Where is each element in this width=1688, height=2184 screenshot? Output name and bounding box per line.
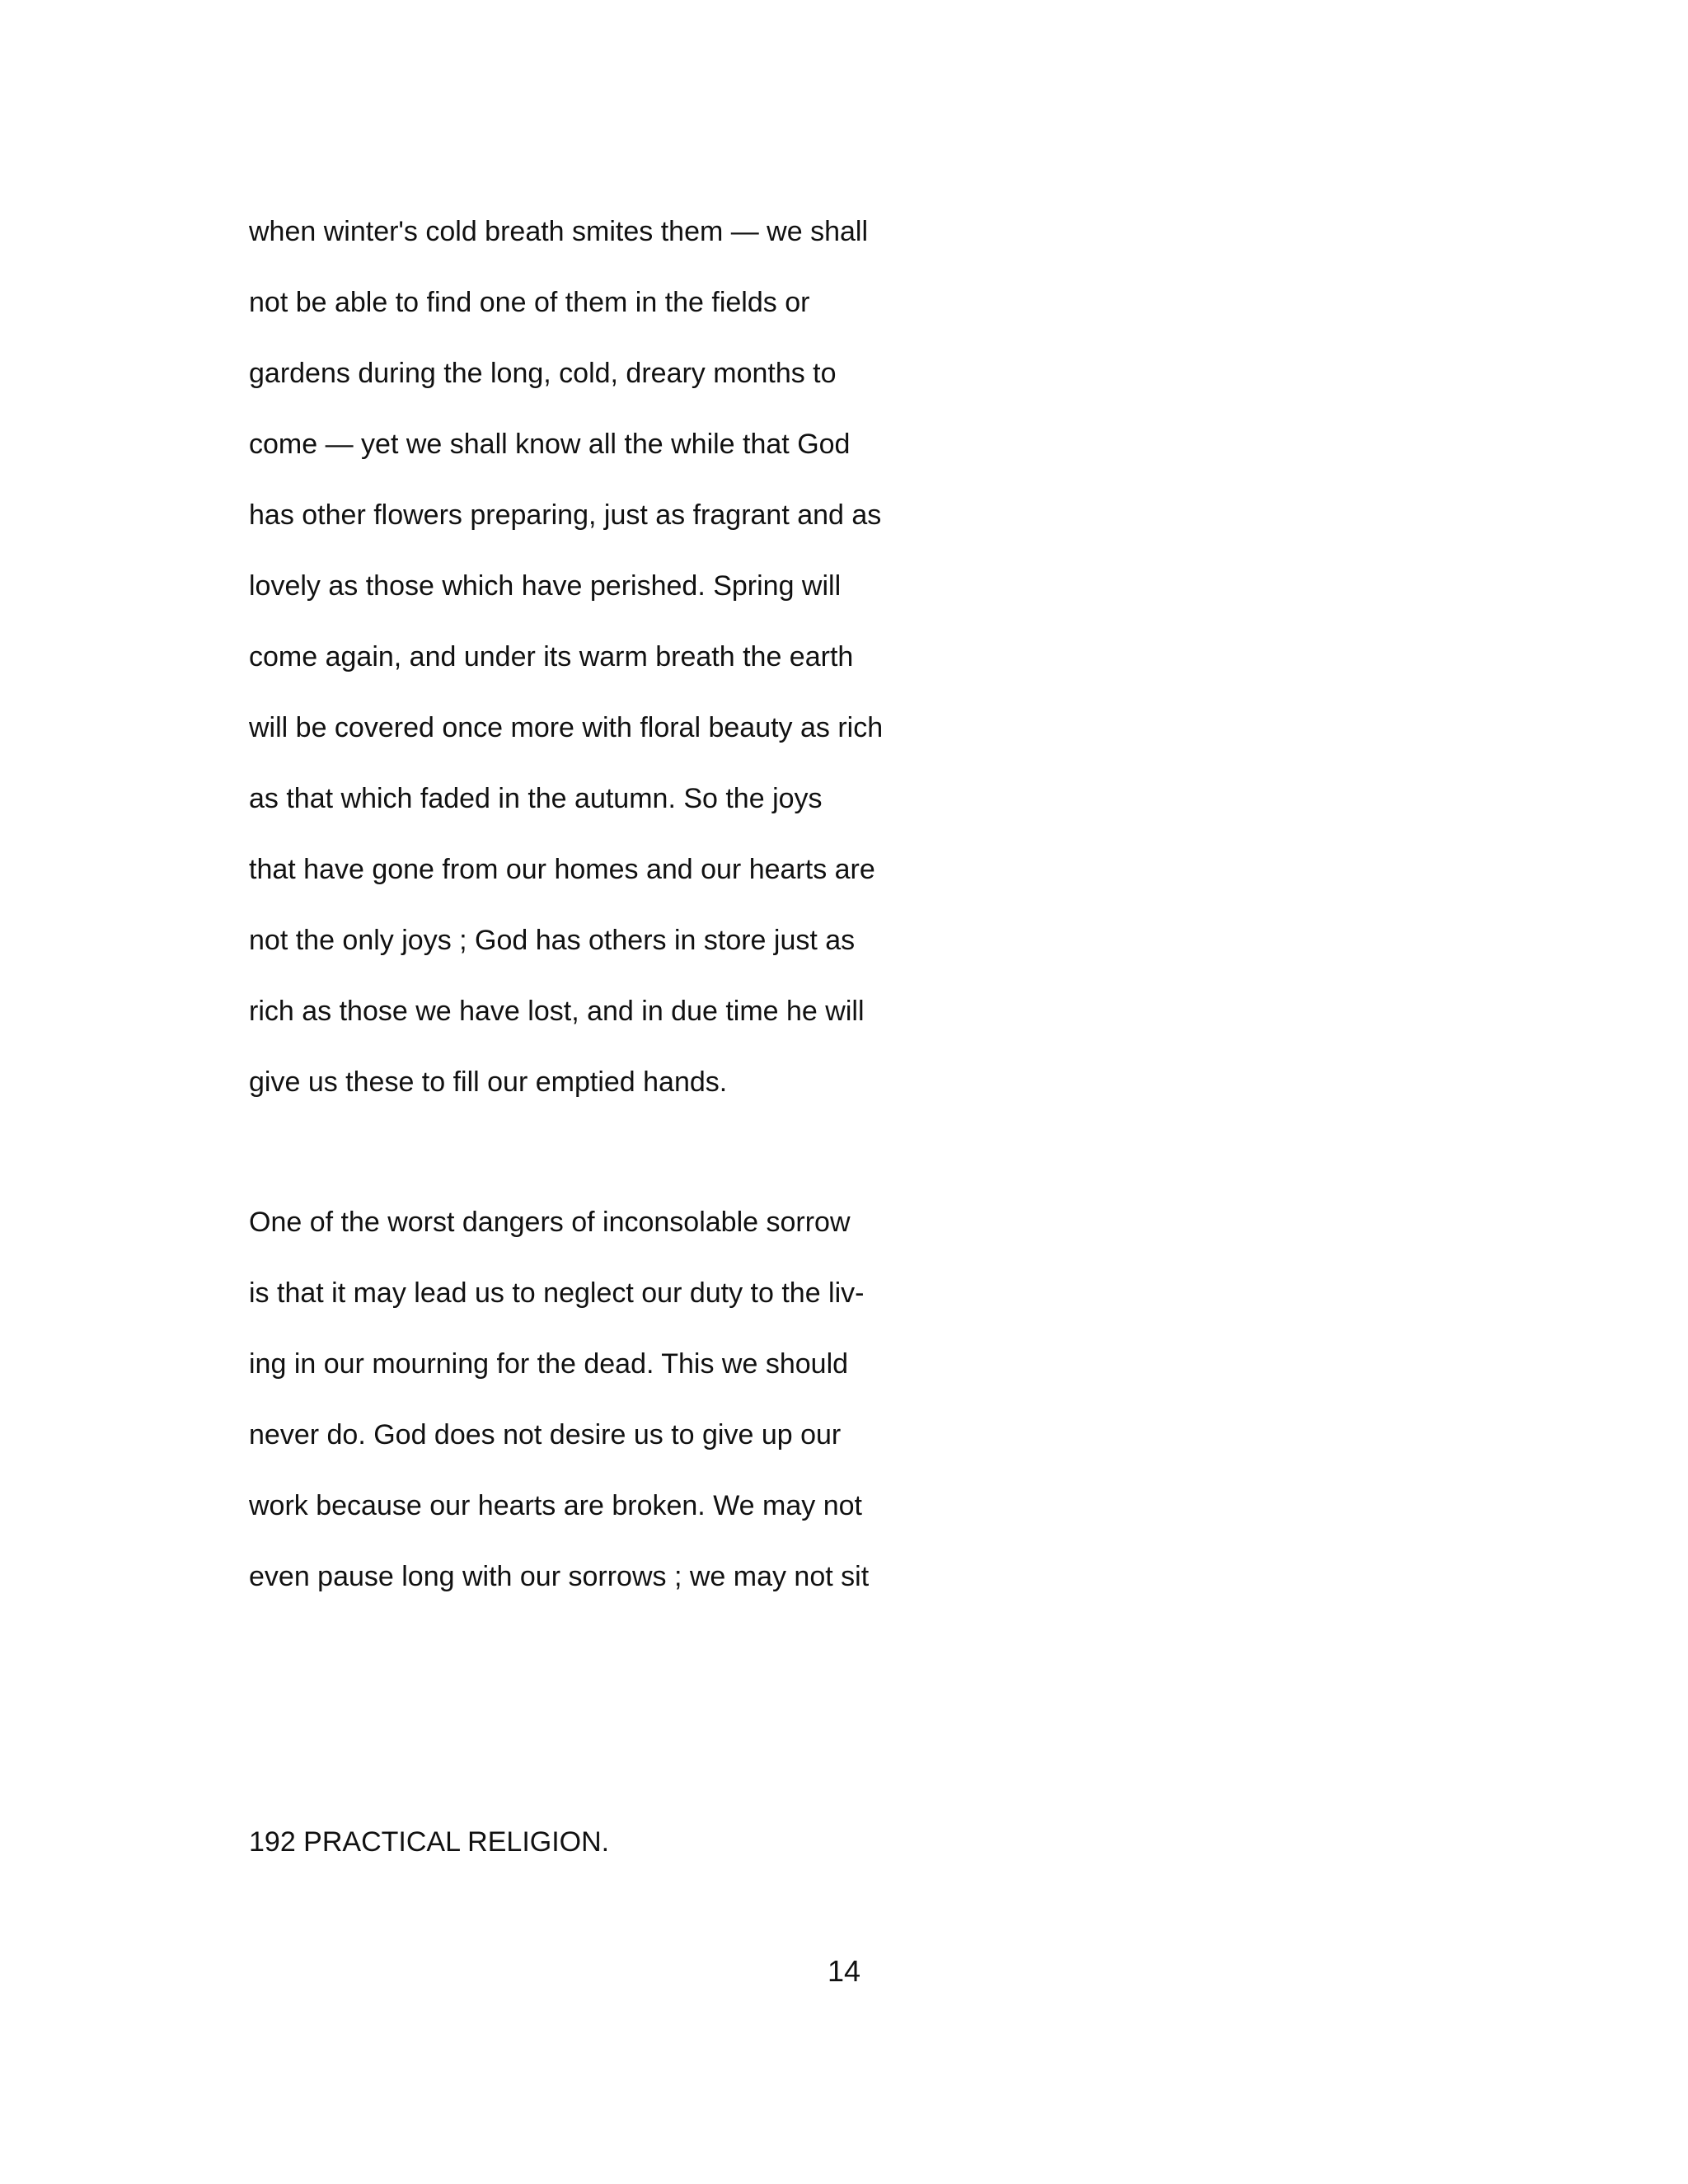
paragraph-1 — [249, 196, 991, 1118]
text-line: when winter's cold breath smites them — we shall — [249, 216, 869, 247]
text-line: even pause long with our sorrows ; we may not sit — [249, 1561, 870, 1592]
text-line: never do. God does not desire us to give up our — [249, 1419, 842, 1451]
text-line: gardens during the long, cold, dreary months to — [249, 358, 837, 389]
text-line: work because our hearts are broken. We may not — [249, 1490, 862, 1521]
text-line: is that it may lead us to neglect our duty to the liv- — [249, 1277, 865, 1309]
text-line: as that which faded in the autumn. So the joys — [249, 783, 823, 814]
text-line: that have gone from our homes and our hearts are — [249, 854, 875, 885]
running-head: 192 PRACTICAL RELIGION. — [249, 1826, 610, 1858]
text-line: come again, and under its warm breath the earth — [249, 641, 854, 673]
text-line: come — yet we shall know all the while that God — [249, 429, 851, 460]
text-line: not the only joys ; God has others in store just as — [249, 925, 856, 956]
page-number: 14 — [827, 1954, 861, 1988]
text-line: rich as those we have lost, and in due time he will — [249, 996, 865, 1027]
text-line: give us these to fill our emptied hands. — [249, 1066, 728, 1098]
text-line: One of the worst dangers of inconsolable sorrow — [249, 1207, 851, 1238]
text-line: has other flowers preparing, just as fragrant and as — [249, 499, 882, 531]
text-line: ing in our mourning for the dead. This we should — [249, 1348, 849, 1380]
text-line: will be covered once more with floral beauty as rich — [249, 712, 884, 743]
text-line: not be able to find one of them in the fields or — [249, 287, 810, 318]
paragraph-2 — [249, 1187, 991, 1612]
text-line: lovely as those which have perished. Spring will — [249, 570, 842, 602]
